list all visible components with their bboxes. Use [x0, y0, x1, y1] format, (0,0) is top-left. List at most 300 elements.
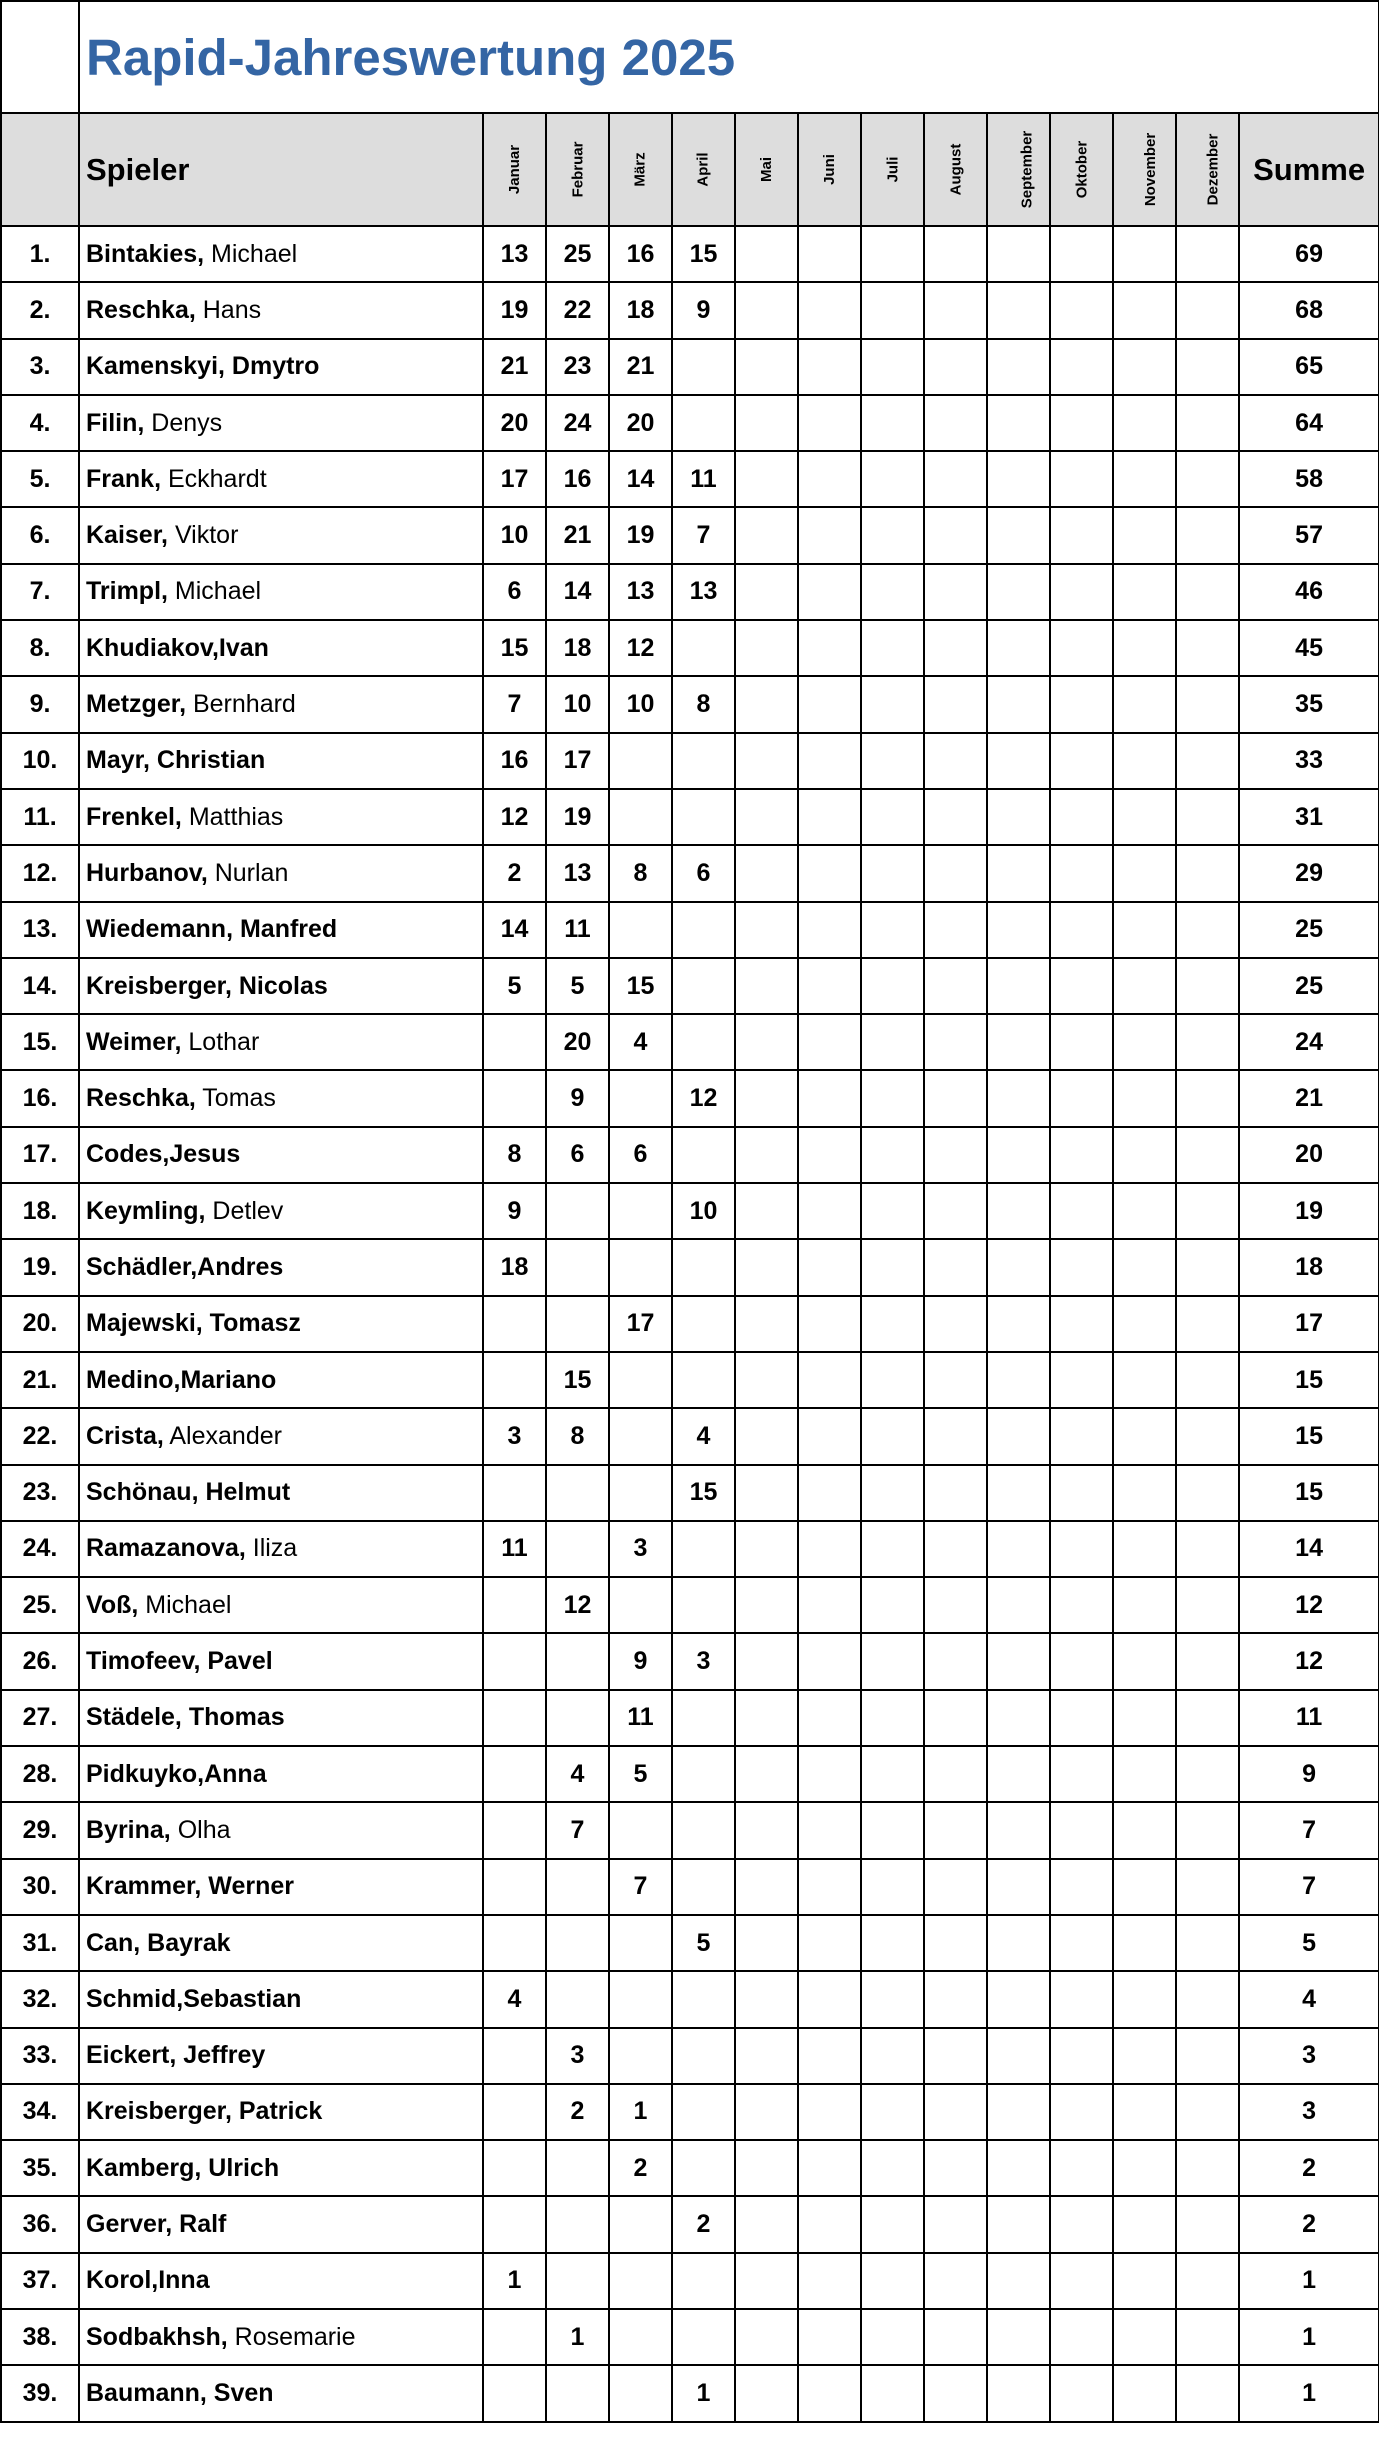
- score-cell: [1050, 620, 1113, 676]
- score-cell: [1050, 2028, 1113, 2084]
- corner-cell: [1, 1, 79, 113]
- player-last-name: Kreisberger,: [86, 971, 232, 1000]
- score-cell: [798, 1296, 861, 1352]
- player-name-cell: [79, 1971, 483, 2027]
- score-cell: [1113, 1014, 1176, 1070]
- score-cell: [987, 1746, 1050, 1802]
- score-cell: [483, 1746, 546, 1802]
- score-cell: [1050, 1296, 1113, 1352]
- score-cell: [861, 226, 924, 282]
- sum-cell: 57: [1239, 507, 1379, 563]
- player-last-name: Crista,: [86, 1421, 164, 1450]
- player-first-name: Thomas: [181, 1703, 285, 1732]
- score-cell: [735, 1802, 798, 1858]
- month-label: April: [694, 151, 712, 187]
- player-name-cell: [79, 1859, 483, 1915]
- score-cell: [1176, 2309, 1239, 2365]
- score-cell: 14: [609, 451, 672, 507]
- table-row: [1, 1239, 1379, 1295]
- score-cell: [609, 1465, 672, 1521]
- sum-cell: 5: [1239, 1915, 1379, 1971]
- score-cell: 4: [483, 1971, 546, 2027]
- score-cell: [861, 2140, 924, 2196]
- table-row: [1, 1408, 1379, 1464]
- score-cell: [735, 1521, 798, 1577]
- table-row: [1, 2028, 1379, 2084]
- score-cell: [1050, 1577, 1113, 1633]
- table-row: [1, 2196, 1379, 2252]
- score-cell: [924, 1971, 987, 2027]
- score-cell: 11: [546, 902, 609, 958]
- score-cell: 9: [672, 282, 735, 338]
- score-cell: [987, 564, 1050, 620]
- player-name-cell: [79, 226, 483, 282]
- player-first-name: Iliza: [245, 1534, 298, 1563]
- score-cell: [1113, 1971, 1176, 2027]
- score-cell: [1113, 1183, 1176, 1239]
- score-cell: [924, 733, 987, 789]
- score-cell: 5: [546, 958, 609, 1014]
- score-cell: [1050, 845, 1113, 901]
- score-cell: [1176, 226, 1239, 282]
- player-first-name: Anna: [204, 1759, 267, 1788]
- player-name-cell: [79, 958, 483, 1014]
- player-name-cell: [79, 2253, 483, 2309]
- score-cell: 4: [609, 1014, 672, 1070]
- score-cell: [672, 1014, 735, 1070]
- score-cell: [609, 1183, 672, 1239]
- player-last-name: Byrina,: [86, 1815, 171, 1844]
- score-cell: [798, 2140, 861, 2196]
- score-cell: [1176, 2028, 1239, 2084]
- score-cell: [861, 1577, 924, 1633]
- score-cell: [924, 676, 987, 732]
- score-cell: [861, 1633, 924, 1689]
- sum-cell: 3: [1239, 2084, 1379, 2140]
- score-cell: [672, 2084, 735, 2140]
- sum-cell: 9: [1239, 1746, 1379, 1802]
- score-cell: [1176, 2084, 1239, 2140]
- page-title: Rapid-Jahreswertung 2025: [86, 28, 736, 86]
- score-cell: [1050, 1971, 1113, 2027]
- sum-header: Summe: [1239, 113, 1379, 226]
- score-cell: [924, 226, 987, 282]
- score-cell: [924, 1859, 987, 1915]
- rank-cell: 7.: [1, 564, 79, 620]
- score-cell: [1113, 2365, 1176, 2421]
- player-first-name: Ulrich: [201, 2153, 280, 2182]
- score-cell: 8: [609, 845, 672, 901]
- player-name-cell: [79, 2365, 483, 2421]
- score-cell: [924, 1014, 987, 1070]
- score-cell: [861, 1465, 924, 1521]
- player-name-cell: [79, 2084, 483, 2140]
- rank-cell: 20.: [1, 1296, 79, 1352]
- score-cell: [1050, 2253, 1113, 2309]
- sum-cell: 14: [1239, 1521, 1379, 1577]
- score-cell: [609, 2028, 672, 2084]
- score-cell: [987, 2196, 1050, 2252]
- rank-cell: 26.: [1, 1633, 79, 1689]
- score-cell: 9: [483, 1183, 546, 1239]
- sum-cell: 17: [1239, 1296, 1379, 1352]
- rank-cell: 22.: [1, 1408, 79, 1464]
- score-cell: [1176, 1746, 1239, 1802]
- score-cell: [861, 339, 924, 395]
- score-cell: [483, 1070, 546, 1126]
- score-cell: [1113, 1690, 1176, 1746]
- player-first-name: Tomas: [195, 1084, 276, 1113]
- player-last-name: Timofeev,: [86, 1647, 201, 1676]
- score-cell: [1113, 2309, 1176, 2365]
- player-last-name: Trimpl,: [86, 577, 168, 606]
- score-cell: [1050, 1465, 1113, 1521]
- score-cell: 11: [672, 451, 735, 507]
- score-cell: [987, 2028, 1050, 2084]
- score-cell: [1050, 902, 1113, 958]
- month-label: Mai: [757, 156, 775, 182]
- month-label: Januar: [505, 144, 523, 194]
- score-cell: [735, 2084, 798, 2140]
- rank-cell: 31.: [1, 1915, 79, 1971]
- score-cell: [1176, 2196, 1239, 2252]
- score-cell: [1050, 1352, 1113, 1408]
- month-label: Juli: [884, 156, 901, 182]
- score-cell: [1113, 620, 1176, 676]
- score-cell: 16: [546, 451, 609, 507]
- score-cell: [987, 1296, 1050, 1352]
- score-cell: 9: [609, 1633, 672, 1689]
- table-row: [1, 1746, 1379, 1802]
- score-cell: [546, 1633, 609, 1689]
- score-cell: [987, 2309, 1050, 2365]
- player-first-name: Rosemarie: [227, 2322, 356, 2351]
- player-name-cell: [79, 789, 483, 845]
- score-cell: 7: [546, 1802, 609, 1858]
- sum-cell: 3: [1239, 2028, 1379, 2084]
- score-cell: [1050, 676, 1113, 732]
- rank-cell: 10.: [1, 733, 79, 789]
- score-cell: [483, 1296, 546, 1352]
- player-name-cell: [79, 2196, 483, 2252]
- player-last-name: Pidkuyko,: [86, 1759, 205, 1788]
- player-last-name: Codes,: [86, 1140, 170, 1169]
- rank-cell: 25.: [1, 1577, 79, 1633]
- month-label: August: [946, 143, 964, 195]
- score-cell: [483, 1633, 546, 1689]
- score-cell: 13: [609, 564, 672, 620]
- score-cell: [798, 2028, 861, 2084]
- player-first-name: Denys: [144, 408, 223, 437]
- sum-cell: 64: [1239, 395, 1379, 451]
- score-cell: 2: [609, 2140, 672, 2196]
- table-row: [1, 620, 1379, 676]
- score-cell: [861, 395, 924, 451]
- score-cell: [798, 1408, 861, 1464]
- score-cell: 12: [483, 789, 546, 845]
- sum-cell: 20: [1239, 1127, 1379, 1183]
- score-cell: [735, 1239, 798, 1295]
- rank-cell: 38.: [1, 2309, 79, 2365]
- score-cell: [1176, 1521, 1239, 1577]
- score-cell: [1113, 2028, 1176, 2084]
- score-cell: [1113, 507, 1176, 563]
- score-cell: [1113, 1239, 1176, 1295]
- score-cell: [735, 2196, 798, 2252]
- score-cell: [546, 1859, 609, 1915]
- score-cell: 15: [672, 1465, 735, 1521]
- score-cell: [987, 1859, 1050, 1915]
- score-cell: [987, 1577, 1050, 1633]
- table-row: [1, 451, 1379, 507]
- score-cell: [1113, 1127, 1176, 1183]
- score-cell: [735, 1296, 798, 1352]
- score-cell: [1050, 1859, 1113, 1915]
- score-cell: 16: [483, 733, 546, 789]
- table-row: [1, 1183, 1379, 1239]
- score-cell: [861, 451, 924, 507]
- score-cell: [1113, 1802, 1176, 1858]
- score-cell: [924, 2196, 987, 2252]
- rank-cell: 15.: [1, 1014, 79, 1070]
- player-first-name: Viktor: [168, 521, 239, 550]
- player-first-name: Ralf: [172, 2210, 227, 2239]
- score-cell: [735, 339, 798, 395]
- score-cell: [1176, 1633, 1239, 1689]
- score-cell: [672, 1859, 735, 1915]
- table-row: [1, 1070, 1379, 1126]
- score-cell: 4: [672, 1408, 735, 1464]
- sum-cell: 25: [1239, 902, 1379, 958]
- score-cell: [987, 2365, 1050, 2421]
- player-name-cell: [79, 620, 483, 676]
- player-name-cell: [79, 845, 483, 901]
- score-cell: [924, 564, 987, 620]
- sum-cell: 15: [1239, 1465, 1379, 1521]
- score-cell: [735, 789, 798, 845]
- score-cell: [798, 1070, 861, 1126]
- score-cell: [861, 1408, 924, 1464]
- score-cell: [1113, 2253, 1176, 2309]
- rank-cell: 23.: [1, 1465, 79, 1521]
- score-cell: [861, 1690, 924, 1746]
- table-row: [1, 339, 1379, 395]
- score-cell: [735, 226, 798, 282]
- score-cell: 5: [672, 1915, 735, 1971]
- sum-cell: 11: [1239, 1690, 1379, 1746]
- score-cell: [1050, 1408, 1113, 1464]
- score-cell: [483, 2084, 546, 2140]
- player-name-cell: [79, 733, 483, 789]
- score-cell: [1050, 1127, 1113, 1183]
- player-name-cell: [79, 564, 483, 620]
- player-first-name: Jeffrey: [176, 2041, 266, 2070]
- score-cell: [1113, 339, 1176, 395]
- player-name-cell: [79, 1915, 483, 1971]
- score-cell: [546, 1183, 609, 1239]
- table-row: [1, 733, 1379, 789]
- score-cell: [798, 507, 861, 563]
- player-first-name: Andres: [197, 1252, 284, 1281]
- score-cell: [1176, 507, 1239, 563]
- score-cell: [798, 395, 861, 451]
- player-last-name: Filin,: [86, 408, 145, 437]
- sum-cell: 18: [1239, 1239, 1379, 1295]
- player-name-cell: [79, 676, 483, 732]
- score-cell: [861, 282, 924, 338]
- score-cell: [924, 1296, 987, 1352]
- score-cell: [861, 1239, 924, 1295]
- player-name-cell: [79, 2309, 483, 2365]
- score-cell: [987, 2253, 1050, 2309]
- score-cell: [798, 2309, 861, 2365]
- player-first-name: Lothar: [181, 1027, 260, 1056]
- score-cell: [546, 1915, 609, 1971]
- score-cell: [924, 451, 987, 507]
- score-cell: [735, 676, 798, 732]
- sum-cell: 68: [1239, 282, 1379, 338]
- score-cell: [672, 958, 735, 1014]
- score-cell: 14: [483, 902, 546, 958]
- score-cell: [798, 1352, 861, 1408]
- sum-cell: 33: [1239, 733, 1379, 789]
- sum-cell: 15: [1239, 1352, 1379, 1408]
- player-last-name: Kaiser,: [86, 521, 169, 550]
- score-cell: [861, 620, 924, 676]
- score-cell: [1176, 564, 1239, 620]
- player-name-cell: [79, 1127, 483, 1183]
- score-cell: [1050, 1690, 1113, 1746]
- score-cell: [735, 1408, 798, 1464]
- score-cell: [798, 1915, 861, 1971]
- player-last-name: Medino,: [86, 1365, 181, 1394]
- score-cell: 6: [546, 1127, 609, 1183]
- table-row: [1, 902, 1379, 958]
- score-cell: 8: [672, 676, 735, 732]
- score-cell: [735, 282, 798, 338]
- score-cell: 18: [546, 620, 609, 676]
- score-cell: [1050, 1014, 1113, 1070]
- score-cell: [1113, 451, 1176, 507]
- score-cell: [483, 1014, 546, 1070]
- rank-cell: 4.: [1, 395, 79, 451]
- player-first-name: Matthias: [181, 802, 284, 831]
- player-first-name: Detlev: [205, 1196, 284, 1225]
- player-last-name: Reschka,: [86, 1084, 196, 1113]
- score-cell: [1113, 845, 1176, 901]
- player-first-name: Bayrak: [140, 1928, 231, 1957]
- rank-cell: 30.: [1, 1859, 79, 1915]
- sum-cell: 1: [1239, 2309, 1379, 2365]
- score-cell: [924, 2365, 987, 2421]
- score-cell: [483, 2365, 546, 2421]
- month-header: [798, 113, 861, 226]
- score-cell: [735, 395, 798, 451]
- score-cell: [924, 845, 987, 901]
- month-label: Februar: [568, 141, 586, 197]
- score-cell: [924, 2309, 987, 2365]
- score-cell: [735, 902, 798, 958]
- score-cell: [1050, 1521, 1113, 1577]
- score-cell: [987, 1183, 1050, 1239]
- player-first-name: Alexander: [163, 1421, 282, 1450]
- score-cell: [672, 902, 735, 958]
- player-last-name: Frank,: [86, 464, 162, 493]
- score-cell: [1050, 507, 1113, 563]
- score-cell: 8: [483, 1127, 546, 1183]
- score-cell: [987, 226, 1050, 282]
- table-row: [1, 2084, 1379, 2140]
- score-cell: 12: [672, 1070, 735, 1126]
- rank-cell: 39.: [1, 2365, 79, 2421]
- score-cell: 14: [546, 564, 609, 620]
- score-cell: [672, 789, 735, 845]
- score-cell: [987, 1014, 1050, 1070]
- score-cell: [1050, 226, 1113, 282]
- score-cell: [1113, 1577, 1176, 1633]
- score-cell: [609, 1239, 672, 1295]
- score-cell: [987, 282, 1050, 338]
- score-cell: [546, 2253, 609, 2309]
- rank-cell: 19.: [1, 1239, 79, 1295]
- score-cell: [609, 902, 672, 958]
- score-cell: [1176, 282, 1239, 338]
- month-header: [483, 113, 546, 226]
- score-cell: [987, 620, 1050, 676]
- score-cell: [672, 1971, 735, 2027]
- player-name-cell: [79, 1802, 483, 1858]
- score-cell: [987, 733, 1050, 789]
- score-cell: [1050, 1239, 1113, 1295]
- score-cell: 19: [483, 282, 546, 338]
- score-cell: [798, 1465, 861, 1521]
- score-cell: 10: [483, 507, 546, 563]
- score-cell: 22: [546, 282, 609, 338]
- score-cell: [483, 1352, 546, 1408]
- score-cell: 25: [546, 226, 609, 282]
- score-cell: [483, 1465, 546, 1521]
- score-cell: [1050, 1633, 1113, 1689]
- score-cell: [924, 958, 987, 1014]
- score-cell: [798, 451, 861, 507]
- table-row: [1, 1127, 1379, 1183]
- month-header: [861, 113, 924, 226]
- score-cell: [924, 1408, 987, 1464]
- score-cell: [735, 733, 798, 789]
- score-cell: [987, 789, 1050, 845]
- score-cell: [1113, 1915, 1176, 1971]
- score-cell: [609, 733, 672, 789]
- score-cell: [987, 1239, 1050, 1295]
- month-header: [924, 113, 987, 226]
- player-header: Spieler: [79, 113, 483, 226]
- score-cell: 2: [672, 2196, 735, 2252]
- score-cell: 17: [609, 1296, 672, 1352]
- score-cell: [987, 902, 1050, 958]
- player-last-name: Eickert,: [86, 2041, 177, 2070]
- player-last-name: Kreisberger,: [86, 2097, 232, 2126]
- score-cell: [861, 507, 924, 563]
- player-last-name: Sodbakhsh,: [86, 2322, 228, 2351]
- table-row: [1, 1971, 1379, 2027]
- score-cell: [924, 1690, 987, 1746]
- rank-cell: 9.: [1, 676, 79, 732]
- score-cell: 7: [609, 1859, 672, 1915]
- score-cell: 6: [672, 845, 735, 901]
- score-cell: [1176, 620, 1239, 676]
- score-cell: [1050, 2140, 1113, 2196]
- table-row: [1, 1296, 1379, 1352]
